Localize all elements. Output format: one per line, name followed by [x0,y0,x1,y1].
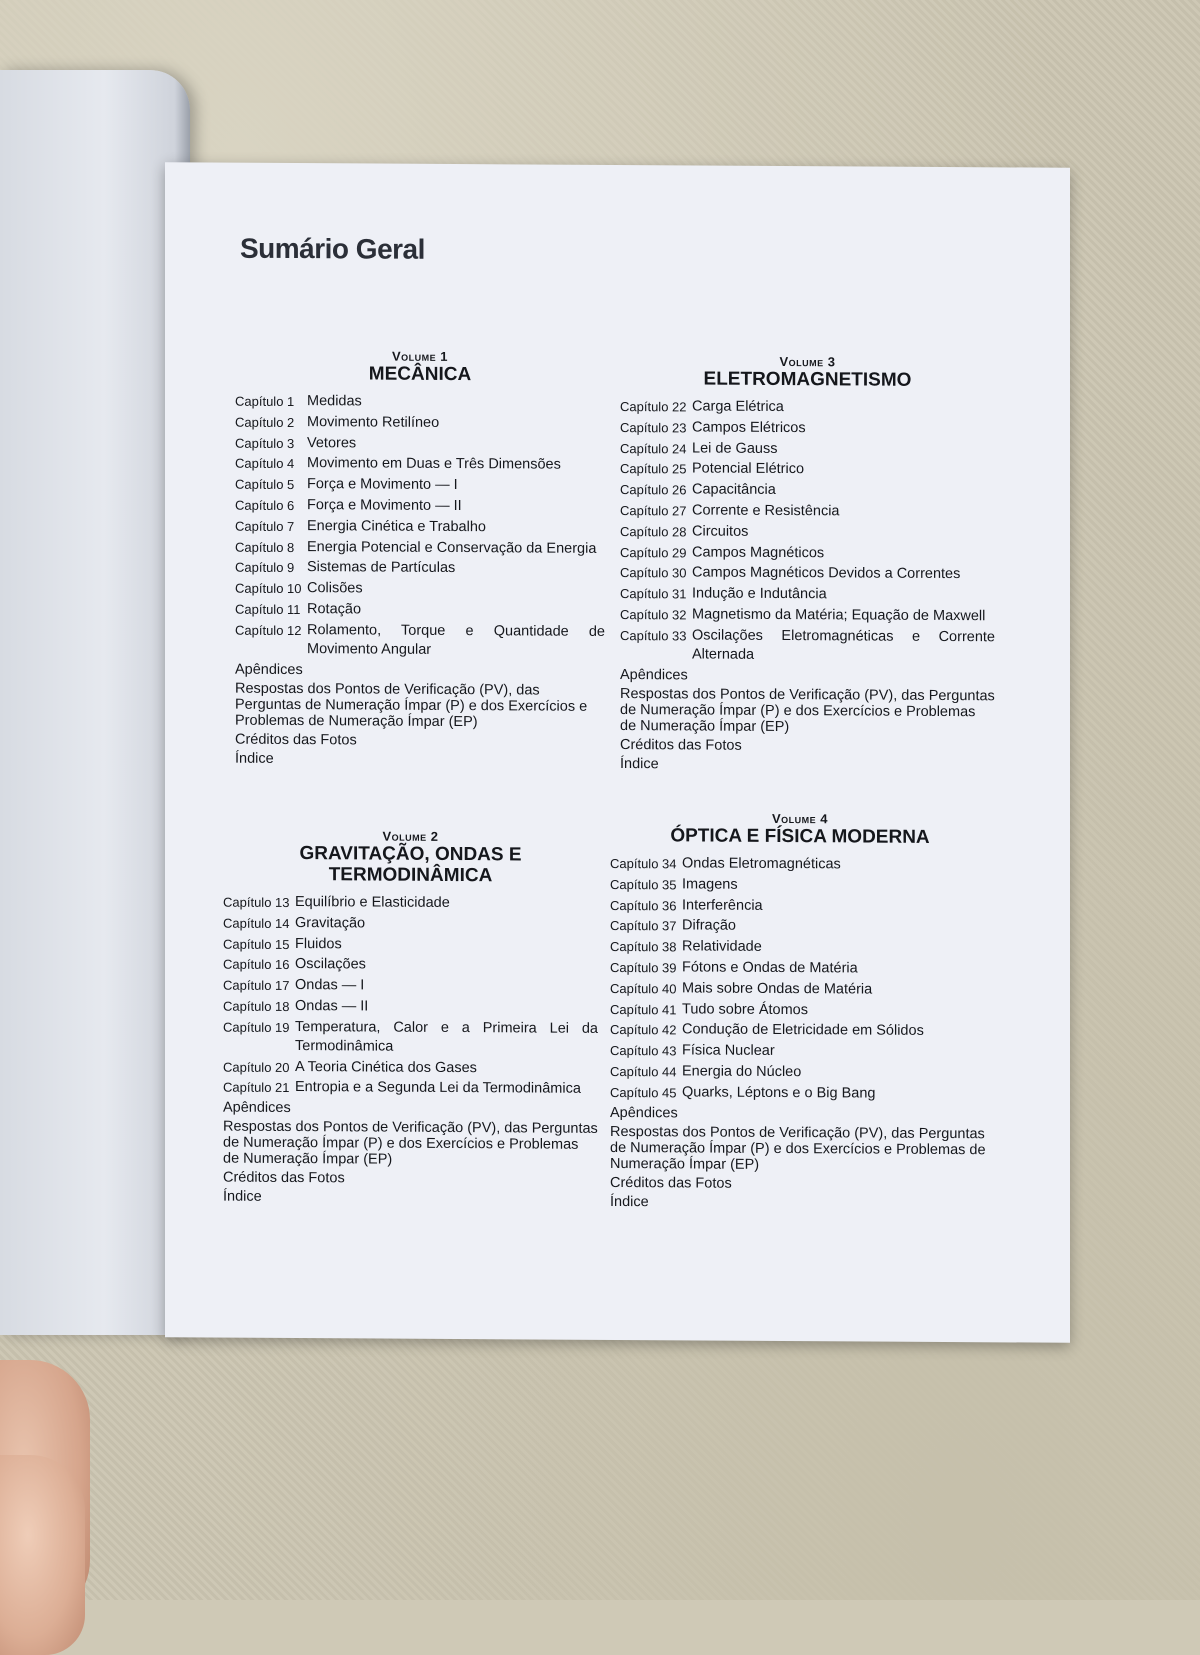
volume-2 [223,828,598,1211]
photo-credits-entry: Créditos das Fotos [235,731,357,749]
answers-entry: Respostas dos Pontos de Verificação (PV), das Perguntas de Numeração Ímpar (P) e dos Exercícios e Problemas de Numeração Ímpar (EP) [610,1123,986,1173]
volume-name: ÓPTICA E FÍSICA MODERNA [670,825,930,848]
chapter-row [235,454,605,475]
chapter-title: Campos Magnéticos Devidos a Correntes [692,564,961,583]
chapter-row [620,543,995,564]
chapter-number: Capítulo 35 [610,876,677,893]
chapter-row [223,934,598,955]
chapter-number: Capítulo 19 [223,1019,290,1035]
chapter-number: Capítulo 10 [235,580,302,597]
chapter-row [610,979,990,1000]
chapter-number: Capítulo 37 [610,918,677,934]
photo-credits-entry: Créditos das Fotos [223,1169,345,1187]
chapter-title: Medidas [307,393,362,410]
chapter-number: Capítulo 30 [620,565,687,581]
chapter-row [223,893,598,914]
left-page [0,70,190,1335]
chapter-row [223,976,598,997]
chapter-number: Capítulo 1 [235,393,295,410]
chapter-number: Capítulo 3 [235,435,295,451]
chapter-title: Quarks, Léptons e o Big Bang [682,1084,876,1102]
chapter-row [610,958,990,979]
chapter-row [620,605,995,626]
chapter-row [223,1017,598,1057]
chapter-row [610,937,990,958]
chapter-number: Capítulo 23 [620,419,687,436]
volume-label: Volume 2 [382,828,439,844]
chapter-title: Temperatura, Calor e a Primeira Lei da Termodinâmica [295,1018,598,1055]
volume-name: ELETROMAGNETISMO [703,368,912,391]
chapter-row [610,896,990,917]
chapter-row [610,1020,990,1041]
chapter-row [223,1057,598,1078]
photo-credits-entry: Créditos das Fotos [610,1174,732,1192]
chapter-title: Oscilações Eletromagnéticas e Corrente Alternada [692,627,995,663]
chapter-row [610,916,990,937]
chapter-number: Capítulo 9 [235,560,295,576]
chapter-row [610,1062,990,1083]
chapter-number: Capítulo 20 [223,1059,290,1075]
chapter-title: Energia Potencial e Conservação da Energia [307,538,597,557]
chapter-row [235,600,605,621]
volume-3 [620,353,995,777]
chapter-row [223,955,598,976]
chapter-row [235,516,605,537]
chapter-row [235,558,605,579]
chapter-number: Capítulo 40 [610,980,677,997]
chapter-number: Capítulo 38 [610,939,677,955]
chapter-number: Capítulo 27 [620,502,687,519]
volume-label: Volume 4 [771,810,828,827]
chapter-title: Força e Movimento — II [307,497,462,515]
chapter-title: Ondas — II [295,998,369,1015]
chapter-title: Vetores [307,434,357,451]
chapter-title: Potencial Elétrico [692,460,805,478]
chapter-row [620,418,995,439]
chapter-number: Capítulo 24 [620,440,687,457]
chapter-number: Capítulo 21 [223,1079,290,1096]
chapter-row [235,475,605,496]
answers-entry: Respostas dos Pontos de Verificação (PV), das Perguntas de Numeração Ímpar (P) e dos Exercícios e Problemas de Numeração Ímpar (EP) [223,1118,598,1168]
index-entry: Índice [223,1188,262,1206]
chapter-number: Capítulo 31 [620,586,687,602]
chapter-number: Capítulo 13 [223,894,290,910]
chapter-number: Capítulo 29 [620,544,687,560]
chapter-row [620,459,995,480]
chapter-row [610,875,990,896]
chapter-number: Capítulo 22 [620,399,687,415]
chapter-row [620,397,995,418]
chapter-title: Difração [682,917,736,935]
chapter-number: Capítulo 11 [235,601,301,618]
chapter-title: Corrente e Resistência [692,502,840,520]
chapter-row [610,1041,990,1062]
chapter-row [610,1000,990,1021]
chapter-number: Capítulo 17 [223,977,290,994]
chapter-title: Condução de Eletricidade em Sólidos [682,1021,924,1040]
chapter-number: Capítulo 45 [610,1084,677,1101]
chapter-number: Capítulo 39 [610,959,677,976]
chapter-number: Capítulo 5 [235,476,295,493]
volume-heading [223,828,598,887]
chapter-row [620,439,995,460]
chapter-row [235,579,605,600]
chapter-row [223,997,598,1018]
chapter-row [620,626,995,666]
chapter-number: Capítulo 33 [620,627,687,644]
chapter-title: A Teoria Cinética dos Gases [295,1058,477,1076]
chapter-title: Relatividade [682,938,762,956]
chapter-title: Rolamento, Torque e Quantidade de Movimento Angular [307,621,605,658]
chapter-title: Movimento Retilíneo [307,413,440,431]
chapter-number: Capítulo 34 [610,855,677,872]
chapter-number: Capítulo 25 [620,461,687,477]
appendices-entry: Apêndices [235,661,303,678]
chapter-number: Capítulo 4 [235,456,295,472]
finger [0,1455,85,1655]
chapter-number: Capítulo 44 [610,1063,677,1080]
chapter-number: Capítulo 32 [620,606,687,623]
chapter-title: Energia do Núcleo [682,1063,802,1081]
chapter-title: Física Nuclear [682,1042,775,1060]
chapter-title: Indução e Indutância [692,585,827,603]
chapter-number: Capítulo 2 [235,414,295,430]
chapter-title: Magnetismo da Matéria; Equação de Maxwell [692,606,986,625]
chapter-row [235,433,605,454]
chapter-title: Energia Cinética e Trabalho [307,517,486,535]
chapter-number: Capítulo 41 [610,1001,677,1017]
chapter-row [620,501,995,522]
chapter-row [223,1078,598,1099]
chapter-number: Capítulo 42 [610,1022,677,1038]
chapter-number: Capítulo 18 [223,998,290,1014]
chapter-number: Capítulo 15 [223,936,290,952]
index-entry: Índice [235,750,274,767]
chapter-row [235,412,605,433]
volume-4 [610,810,990,1215]
chapter-title: Rotação [307,601,362,618]
chapter-row [610,854,990,875]
chapter-number: Capítulo 43 [610,1043,677,1059]
chapter-number: Capítulo 16 [223,956,290,973]
index-entry: Índice [620,755,659,773]
chapter-title: Colisões [307,580,363,597]
chapter-title: Campos Elétricos [692,419,806,436]
answers-entry: Respostas dos Pontos de Verificação (PV), das Perguntas de Numeração Ímpar (P) e dos Exercícios e Problemas de Numeração Ímpar (EP) [235,680,588,730]
chapter-row [235,392,605,413]
chapter-title: Equilíbrio e Elasticidade [295,894,450,911]
chapter-number: Capítulo 8 [235,539,295,555]
chapter-title: Sistemas de Partículas [307,559,456,577]
chapter-number: Capítulo 14 [223,915,290,931]
chapter-row [620,584,995,605]
index-entry: Índice [610,1193,649,1210]
chapter-title: Interferência [682,896,763,914]
chapter-title: Oscilações [295,956,366,973]
chapter-number: Capítulo 28 [620,523,687,540]
chapter-number: Capítulo 36 [610,897,677,913]
chapter-row [235,537,605,558]
chapter-row [610,1083,990,1104]
chapter-title: Campos Magnéticos [692,544,825,561]
chapter-title: Mais sobre Ondas de Matéria [682,980,873,998]
chapter-row [235,620,605,660]
chapter-title: Fluidos [295,935,342,952]
photo-credits-entry: Créditos das Fotos [620,736,742,754]
chapter-title: Carga Elétrica [692,398,784,416]
page-title: Sumário Geral [240,232,425,265]
book-page [165,162,1070,1343]
chapter-row [620,522,995,543]
chapter-number: Capítulo 12 [235,622,302,638]
chapter-title: Imagens [682,876,738,893]
chapter-title: Lei de Gauss [692,440,778,457]
chapter-row [235,496,605,517]
chapter-number: Capítulo 26 [620,482,687,498]
answers-entry: Respostas dos Pontos de Verificação (PV), das Perguntas de Numeração Ímpar (P) e dos Exercícios e Problemas de Numeração Ímpar (EP) [620,685,995,735]
chapter-title: Capacitância [692,481,776,499]
chapter-number: Capítulo 6 [235,497,295,514]
chapter-title: Entropia e a Segunda Lei da Termodinâmica [295,1079,581,1098]
chapter-title: Força e Movimento — I [307,476,458,494]
volume-name: GRAVITAÇÃO, ONDAS E TERMODINÂMICA [299,843,522,887]
chapter-title: Circuitos [692,523,749,540]
volume-heading [610,810,990,848]
appendices-entry: Apêndices [223,1099,291,1117]
volume-heading [235,348,605,386]
volume-heading [620,353,995,391]
chapter-row [223,913,598,934]
volume-name: MECÂNICA [368,363,472,386]
chapter-title: Gravitação [295,914,366,932]
chapter-title: Ondas — I [295,977,365,994]
volume-label: Volume 3 [779,353,836,370]
chapter-row [620,563,995,584]
chapter-title: Ondas Eletromagnéticas [682,855,841,873]
chapter-number: Capítulo 7 [235,518,295,534]
volume-label: Volume 1 [391,348,448,364]
volume-1 [235,348,605,772]
appendices-entry: Apêndices [610,1104,678,1122]
appendices-entry: Apêndices [620,666,688,684]
chapter-row [620,480,995,501]
chapter-title: Tudo sobre Átomos [682,1000,808,1018]
chapter-title: Fótons e Ondas de Matéria [682,959,858,977]
chapter-title: Movimento em Duas e Três Dimensões [307,455,561,474]
